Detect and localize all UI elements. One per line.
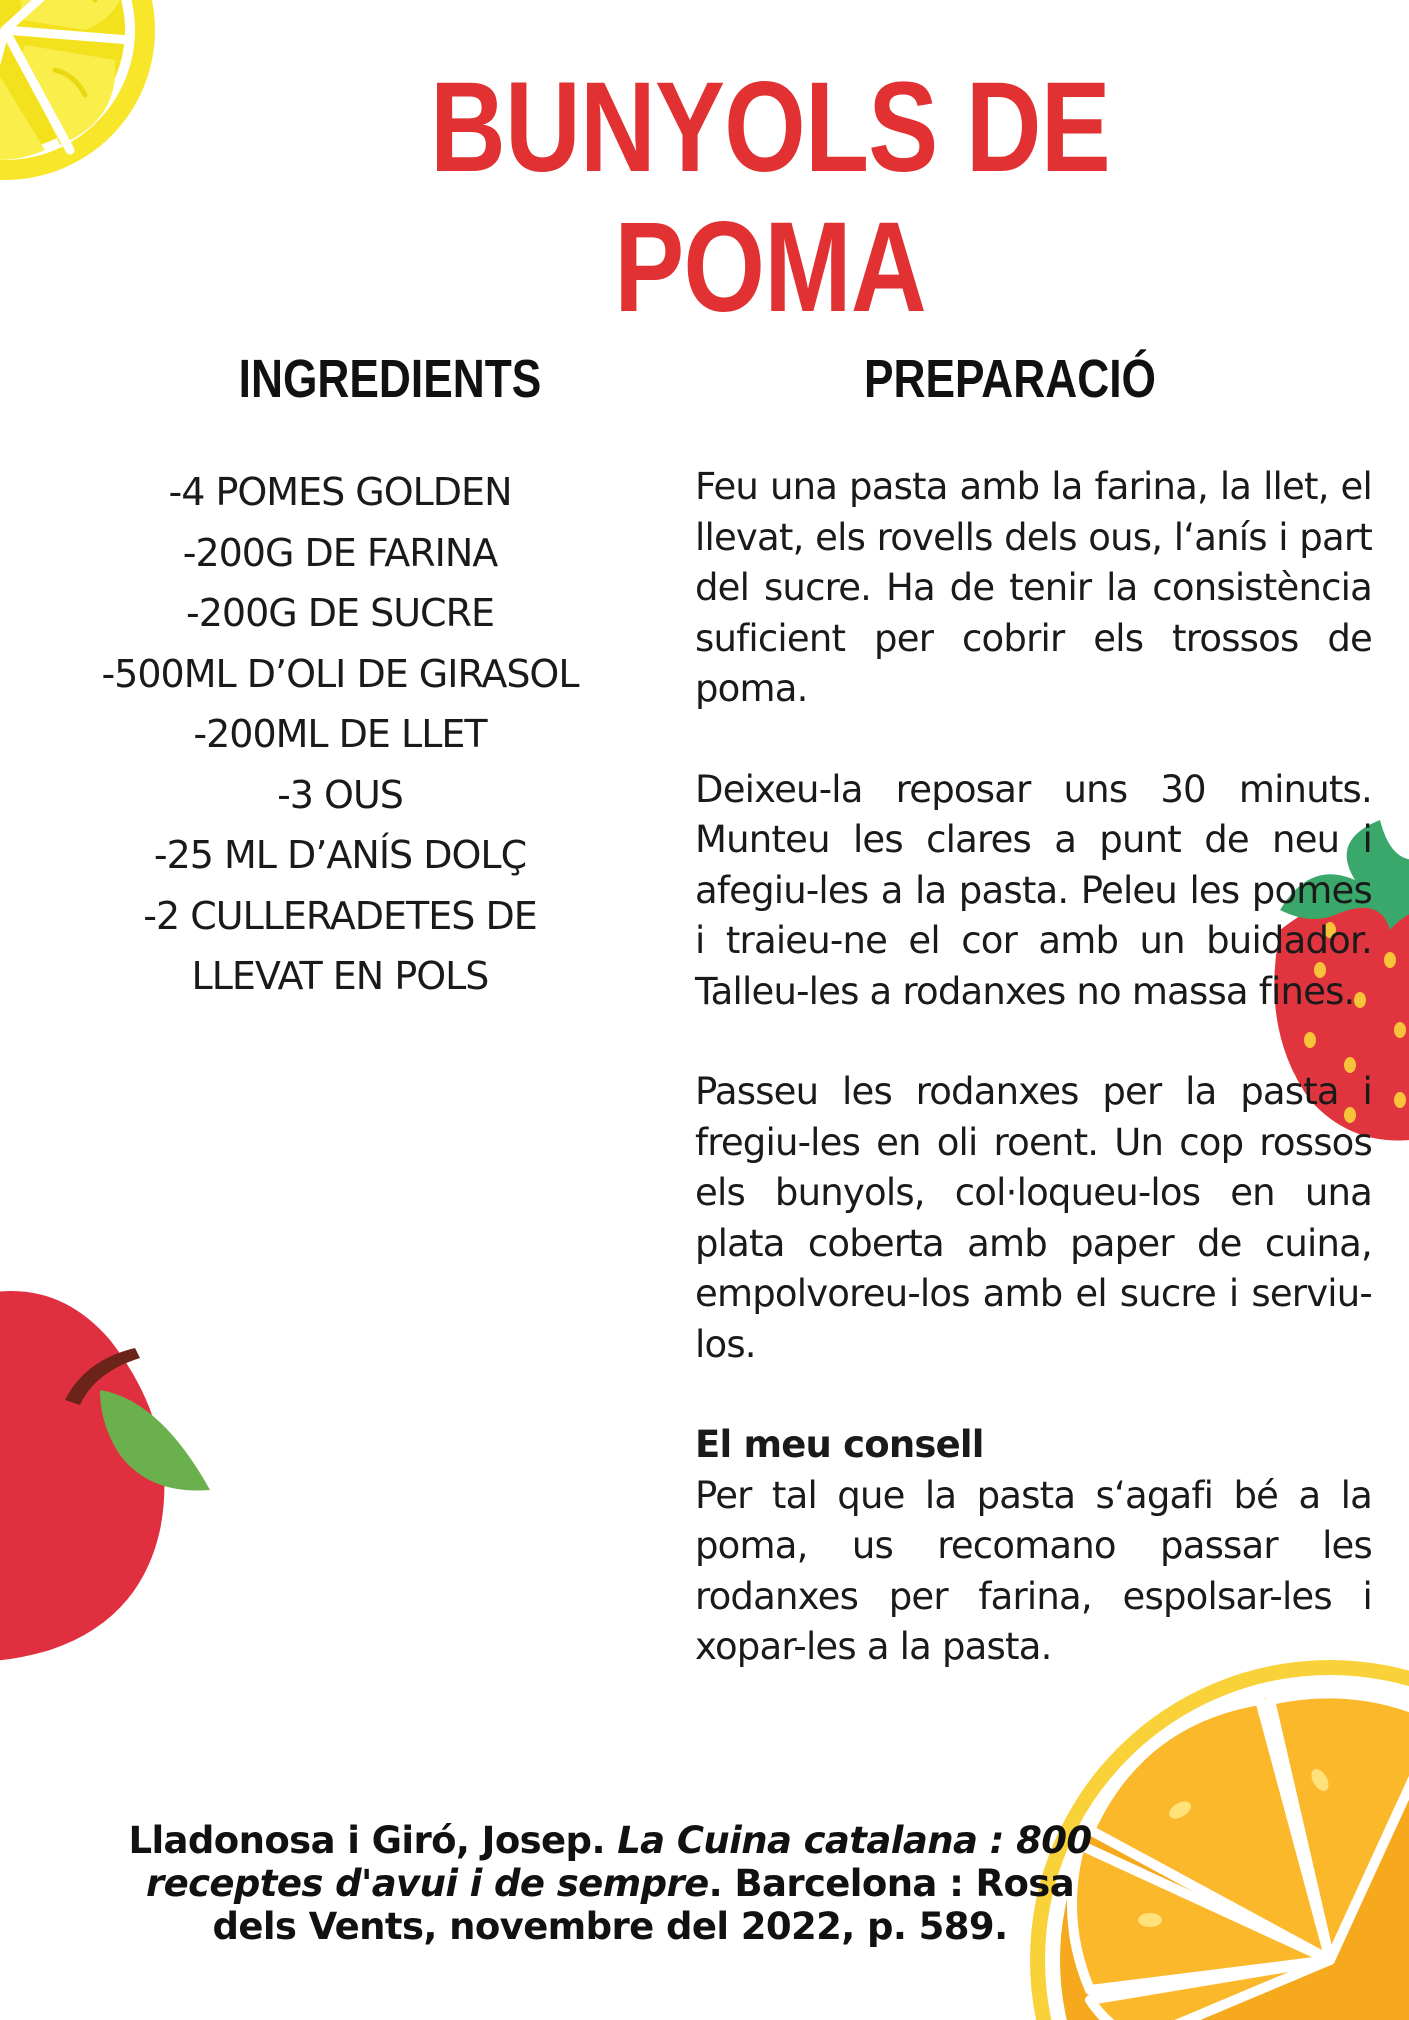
ingredient-item: -200G DE FARINA xyxy=(182,530,498,575)
advice-text: Per tal que la pasta s‘agafi bé a la poma, us recomano passar les rodanxes per farina, espolsar-les i xopar-les a la pasta. xyxy=(695,1473,1372,1668)
ingredient-item: LLEVAT EN POLS xyxy=(191,954,489,998)
preparation-step: Feu una pasta amb la farina, la llet, el llevat, els rovells dels ous, l‘anís i part del sucre. Ha de tenir la consistència suficient per cobrir els trossos de poma. xyxy=(695,465,1372,710)
ingredient-item: -200G DE SUCRE xyxy=(186,591,494,635)
preparation-step: Passeu les rodanxes per la pasta i fregiu-les en oli roent. Un cop rossos els bunyols, col·loqueu-los en una plata coberta amb paper de cuina, empolvoreu-los amb el sucre i serviu-los. xyxy=(695,1070,1372,1366)
ingredients-list xyxy=(60,462,620,1007)
ingredient-item: -200ML DE LLET xyxy=(193,712,487,756)
advice-title: El meu consell xyxy=(695,1423,984,1466)
ingredient-item: -2 CULLERADETES DE xyxy=(143,893,537,938)
lemon-slice-icon xyxy=(0,0,200,340)
citation xyxy=(110,1819,1110,1948)
ingredient-item: -25 ML D’ANÍS DOLÇ xyxy=(153,833,527,877)
citation-publisher: . Barcelona : Rosa dels Vents, novembre del 2022, p. 589. xyxy=(212,1862,1075,1948)
page-title: BUNYOLS DE POMA xyxy=(430,56,1110,339)
apple-icon xyxy=(0,1280,260,1680)
citation-book-title: La Cuina catalana : 800 receptes d'avui i de sempre xyxy=(145,1819,1092,1905)
preparation-section xyxy=(695,462,1372,1673)
ingredient-item: -500ML D’OLI DE GIRASOL xyxy=(101,651,579,696)
ingredients-heading: INGREDIENTS xyxy=(238,349,542,409)
ingredient-item: -3 OUS xyxy=(277,772,403,817)
ingredient-item: -4 POMES GOLDEN xyxy=(168,470,512,514)
preparation-step: Deixeu-la reposar uns 30 minuts. Munteu les clares a punt de neu i afegiu-les a la pasta. Peleu les pomes i traieu-ne el cor amb un buidador. Talleu-les a rodanxes no massa fines. xyxy=(695,767,1372,1013)
citation-author: Lladonosa i Giró, Josep. xyxy=(128,1819,605,1862)
advice-block xyxy=(695,1420,1372,1673)
preparation-heading: PREPARACIÓ xyxy=(864,349,1156,409)
